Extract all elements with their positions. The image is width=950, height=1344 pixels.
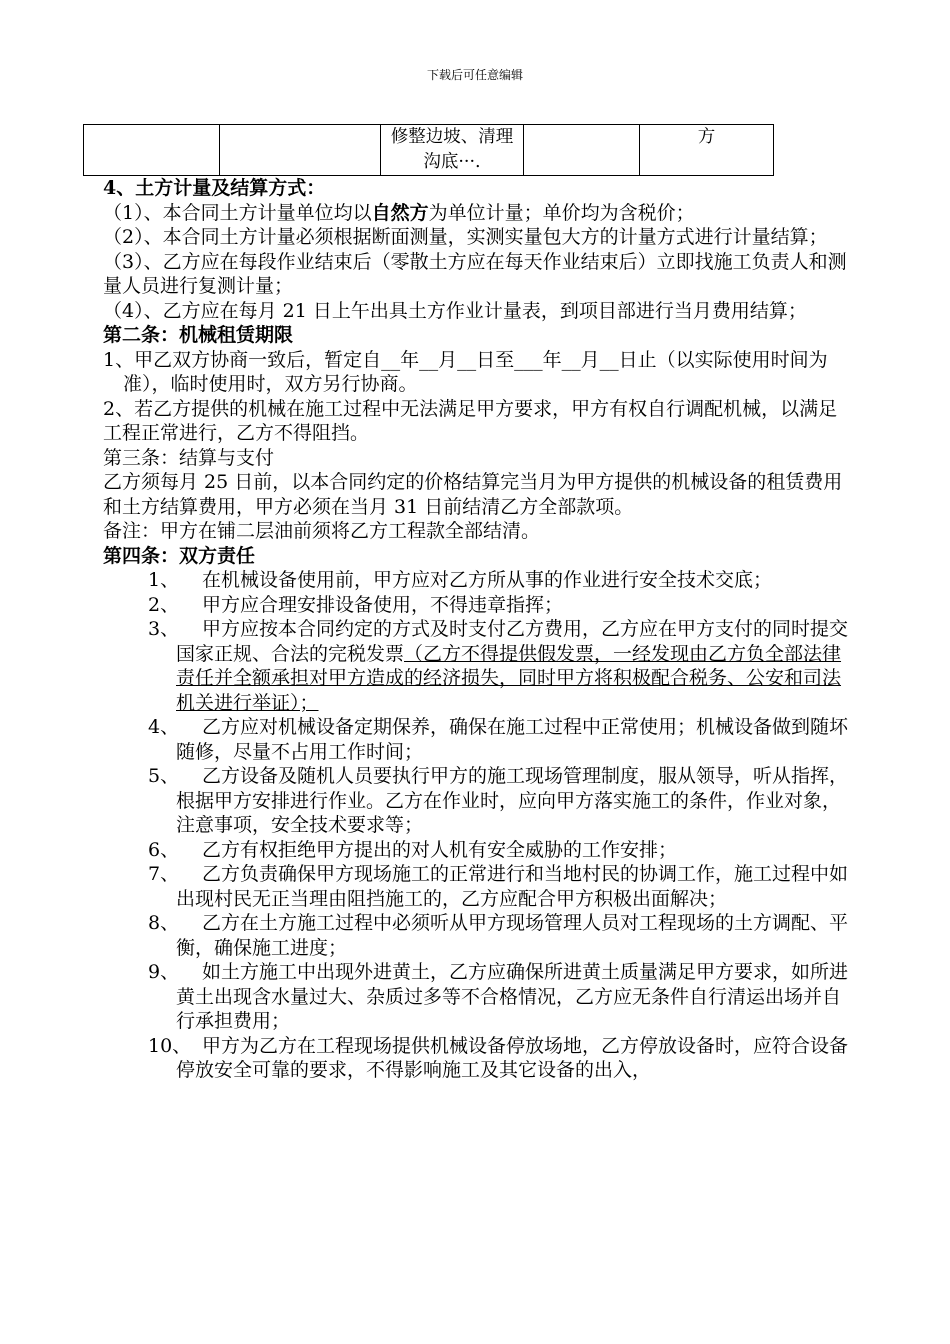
list-item	[103, 862, 855, 911]
table-cell	[220, 125, 381, 176]
list-text: 乙方在土方施工过程中必须听从甲方现场管理人员对工程现场的土方调配、平衡，确保施工进度；	[176, 912, 849, 959]
article3-p1: 乙方须每月 25 日前，以本合同约定的价格结算完当月为甲方提供的机械设备的租赁费用和土方结算费用，甲方必须在当月 31 日前结清乙方全部款项。	[103, 471, 843, 518]
section4-item1	[103, 201, 855, 226]
section4-item4: （4）、乙方应在每月 21 日上午出具土方作业计量表，到项目部进行当月费用结算；	[103, 299, 807, 322]
table-cell	[84, 125, 220, 176]
list-text: 在机械设备使用前，甲方应对乙方所从事的作业进行安全技术交底；	[202, 569, 773, 591]
list-text: 乙方负责确保甲方现场施工的正常进行和当地村民的协调工作，施工过程中如出现村民无正当理由阻挡施工的，乙方应配合甲方积极出面解决；	[176, 863, 849, 910]
section4-item1-text-end: 为单位计量；单价均为含税价；	[428, 201, 695, 224]
list-number: 8、	[148, 912, 180, 934]
list-number: 6、	[148, 838, 180, 861]
list-item	[103, 838, 855, 863]
list-text: 甲方应合理安排设备使用，不得违章指挥；	[202, 593, 564, 616]
list-item	[103, 715, 855, 764]
page-header: 下载后可任意编辑	[426, 68, 523, 82]
article3-note: 备注：甲方在铺二层油前须将乙方工程款全部结清。	[103, 520, 541, 542]
list-item	[103, 960, 855, 1034]
list-number: 2、	[148, 593, 180, 616]
list-number: 10、	[148, 1034, 192, 1057]
list-item	[103, 593, 855, 618]
table-cell: 方	[640, 125, 774, 176]
article3-title: 第三条：结算与支付	[103, 446, 275, 469]
list-text: 甲方应按本合同约定的方式及时支付乙方费用，乙方应在甲方支付的同时提交国家正规、合法的完税发票	[176, 618, 849, 665]
article2-p1: 1、甲乙双方协商一致后，暂定自__年__月__日至___年__月__日止（以实际使用时间为准），临时使用时，双方另行协商。	[103, 348, 828, 395]
list-text: 甲方为乙方在工程现场提供机械设备停放场地，乙方停放设备时，应符合设备停放安全可靠的要求，不得影响施工及其它设备的出入，	[176, 1034, 849, 1081]
list-item	[103, 568, 855, 593]
invoice-clause-underlined: （乙方不得提供假发票，一经发现由乙方负全部法律责任并全额承担对甲方造成的经济损失，同时甲方将积极配合税务、公安和司法机关进行举证）；	[176, 642, 842, 714]
duties-list	[103, 568, 855, 1083]
section4-item2: （2）、本合同土方计量必须根据断面测量，实测实量包大方的计量方式进行计量结算；	[103, 226, 828, 248]
list-text: 乙方设备及随机人员要执行甲方的施工现场管理制度，服从领导，听从指挥，根据甲方安排进行作业。乙方在作业时，应向甲方落实施工的条件，作业对象，注意事项，安全技术要求等；	[176, 765, 849, 836]
list-item	[103, 764, 855, 838]
list-text: 乙方应对机械设备定期保养，确保在施工过程中正常使用；机械设备做到随坏随修，尽量不占用工作时间；	[176, 716, 849, 763]
contract-body	[103, 176, 855, 1083]
article4-title: 第四条：双方责任	[103, 544, 256, 567]
list-number: 3、	[148, 618, 180, 640]
section4-title: 4、土方计量及结算方式：	[103, 177, 326, 199]
table-cell: 修整边坡、清理沟底···.	[381, 125, 524, 176]
continued-table	[83, 124, 774, 176]
list-number: 5、	[148, 765, 180, 787]
table-row	[84, 125, 774, 176]
list-text: 如土方施工中出现外进黄土，乙方应确保所进黄土质量满足甲方要求，如所进黄土出现含水量过大、杂质过多等不合格情况，乙方应无条件自行清运出场并自行承担费用；	[176, 961, 849, 1032]
list-item	[103, 617, 855, 715]
list-text: 乙方有权拒绝甲方提出的对人机有安全威胁的工作安排；	[202, 838, 678, 861]
article2-title: 第二条：机械租赁期限	[103, 324, 294, 346]
list-item	[103, 911, 855, 960]
list-item	[103, 1034, 855, 1083]
list-number: 9、	[148, 961, 180, 983]
list-number: 1、	[148, 569, 180, 591]
table-cell	[524, 125, 640, 176]
list-number: 7、	[148, 863, 180, 885]
list-number: 4、	[148, 716, 180, 738]
natural-unit-term: 自然方	[371, 201, 429, 224]
section4-item3: （3）、乙方应在每段作业结束后（零散土方应在每天作业结束后）立即找施工负责人和测量人员进行复测计量；	[103, 250, 847, 297]
section4-item1-text: （1）、本合同土方计量单位均以	[103, 201, 372, 224]
article2-p2: 2、若乙方提供的机械在施工过程中无法满足甲方要求，甲方有权自行调配机械，以满足工程正常进行，乙方不得阻挡。	[103, 397, 838, 444]
